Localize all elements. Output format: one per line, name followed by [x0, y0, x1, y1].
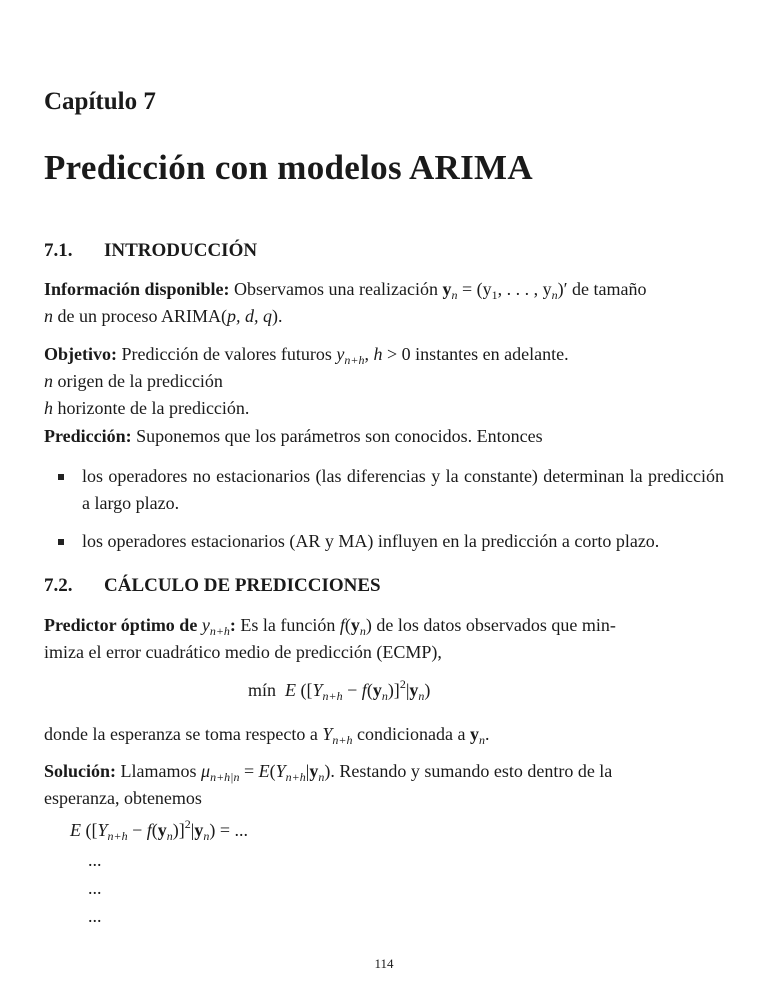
text: ) — [424, 680, 431, 700]
math-sub: n+h — [344, 353, 365, 367]
text: ) = ... — [209, 820, 249, 840]
text: | — [305, 761, 310, 781]
page-number: 114 — [374, 956, 394, 971]
math-sub: n — [318, 770, 325, 784]
math-sub: n — [551, 288, 558, 302]
list-item — [58, 463, 724, 517]
math-var: f — [361, 680, 367, 700]
math-sub: n+h — [209, 624, 230, 638]
section-title: INTRODUCCIÓN — [104, 240, 258, 261]
text: ) de los datos observados que min- — [365, 615, 616, 635]
math-sub: n — [381, 689, 388, 703]
math-var: h — [373, 344, 383, 364]
math-sub: n — [451, 288, 458, 302]
bullet-square-icon — [58, 539, 64, 545]
text: | — [190, 820, 195, 840]
text: ( — [344, 615, 351, 635]
math-sub: n — [359, 624, 366, 638]
text: Suponemos que los parámetros son conocidos. Entonces — [131, 426, 543, 446]
text: ( — [366, 680, 373, 700]
text: . — [484, 724, 490, 744]
math-var: y — [469, 724, 479, 744]
math-var: y — [336, 344, 345, 364]
paragraph-solucion — [44, 758, 724, 812]
math-var: Y — [275, 761, 286, 781]
math-var: E — [285, 680, 297, 700]
math-sub: n — [166, 829, 173, 843]
text: )′ de tamaño — [557, 279, 647, 299]
math-var: f — [339, 615, 345, 635]
text: = — [239, 761, 259, 781]
math-var: y — [201, 615, 210, 635]
math-var: Y — [97, 820, 108, 840]
text: ( — [151, 820, 158, 840]
term-label: Información disponible: — [44, 279, 230, 299]
text: − — [342, 680, 362, 700]
text: = (y — [457, 279, 492, 299]
math-sub: n+h — [332, 733, 353, 747]
math-var: y — [372, 680, 382, 700]
continuation-dots: ... — [88, 906, 102, 926]
math-var: h — [44, 398, 53, 418]
text: Observamos una realización — [229, 279, 443, 299]
text: > 0 instantes en adelante. — [382, 344, 569, 364]
math-sub: n+h|n — [210, 770, 240, 784]
text: , . . . , y — [497, 279, 552, 299]
bullet-square-icon — [58, 474, 64, 480]
text: origen de la predicción — [53, 371, 223, 391]
section-number: 7.1. — [44, 240, 73, 261]
math-var: f — [146, 820, 152, 840]
term-label: Solución: — [44, 761, 117, 781]
math-sub: n+h — [322, 689, 343, 703]
section-title: CÁLCULO DE PREDICCIONES — [104, 575, 381, 596]
list-item — [58, 528, 724, 555]
math-sub: n — [203, 829, 210, 843]
term-label: Predictor óptimo de — [44, 615, 202, 635]
math-sub: 1 — [491, 288, 498, 302]
equation-expansion — [70, 817, 249, 843]
text: ([ — [296, 680, 313, 700]
paragraph-informacion — [44, 276, 724, 330]
math-sub: n — [478, 733, 485, 747]
math-var: μ — [201, 761, 211, 781]
paragraph-donde — [44, 721, 724, 748]
chapter-title: Predicción con modelos ARIMA — [44, 148, 533, 187]
text: horizonte de la predicción. — [53, 398, 250, 418]
text: ). — [271, 306, 283, 326]
text: esperanza, obtenemos — [44, 788, 202, 808]
math-var: E — [258, 761, 270, 781]
text: , — [364, 344, 374, 364]
math-var: Y — [312, 680, 323, 700]
continuation-dots: ... — [88, 878, 102, 898]
math-var: E — [70, 820, 81, 840]
text: imiza el error cuadrático medio de predicción (ECMP), — [44, 642, 442, 662]
math-var: y — [409, 680, 419, 700]
section-heading-introduccion — [44, 240, 257, 262]
math-var: y — [442, 279, 452, 299]
text: : — [229, 615, 236, 635]
math-var: y — [157, 820, 167, 840]
math-var: n — [44, 371, 53, 391]
math-var: y — [194, 820, 204, 840]
text: de un proceso ARIMA( — [53, 306, 227, 326]
text: )] — [387, 680, 400, 700]
term-label: Objetivo: — [44, 344, 117, 364]
math-sub: n — [418, 689, 425, 703]
chapter-label: Capítulo 7 — [44, 88, 156, 115]
math-op: mín — [248, 680, 277, 700]
paragraph-objetivo — [44, 341, 724, 422]
text: condicionada a — [352, 724, 470, 744]
list-item-text: los operadores no estacionarios (las diferencias y la constante) determinan la predicción a largo plazo. — [82, 466, 724, 513]
paragraph-predictor — [44, 612, 724, 666]
text: ( — [269, 761, 276, 781]
text: )] — [172, 820, 185, 840]
math-sub: n+h — [285, 770, 306, 784]
list-item-text: los operadores estacionarios (AR y MA) influyen en la predicción a corto plazo. — [82, 531, 660, 551]
math-var: Y — [322, 724, 333, 744]
equation-min-ecmp — [248, 677, 431, 703]
text: donde la esperanza se toma respecto a — [44, 724, 323, 744]
text: | — [405, 680, 410, 700]
math-sub: n+h — [107, 829, 128, 843]
text: Llamamos — [116, 761, 202, 781]
section-heading-calculo — [44, 575, 381, 597]
text: − — [127, 820, 147, 840]
bullet-list — [58, 463, 724, 566]
text: Predicción de valores futuros — [116, 344, 337, 364]
continuation-dots: ... — [88, 850, 102, 870]
math-var: y — [309, 761, 319, 781]
section-number: 7.2. — [44, 575, 73, 596]
math-var: n — [44, 306, 53, 326]
term-label: Predicción: — [44, 426, 132, 446]
text: ). Restando y sumando esto dentro de la — [324, 761, 613, 781]
paragraph-prediccion — [44, 423, 724, 450]
math-args: p, d, q — [226, 306, 272, 326]
math-var: y — [350, 615, 360, 635]
math-sup: 2 — [184, 817, 191, 831]
math-sup: 2 — [399, 677, 406, 691]
text: Es la función — [235, 615, 340, 635]
text: ([ — [81, 820, 98, 840]
